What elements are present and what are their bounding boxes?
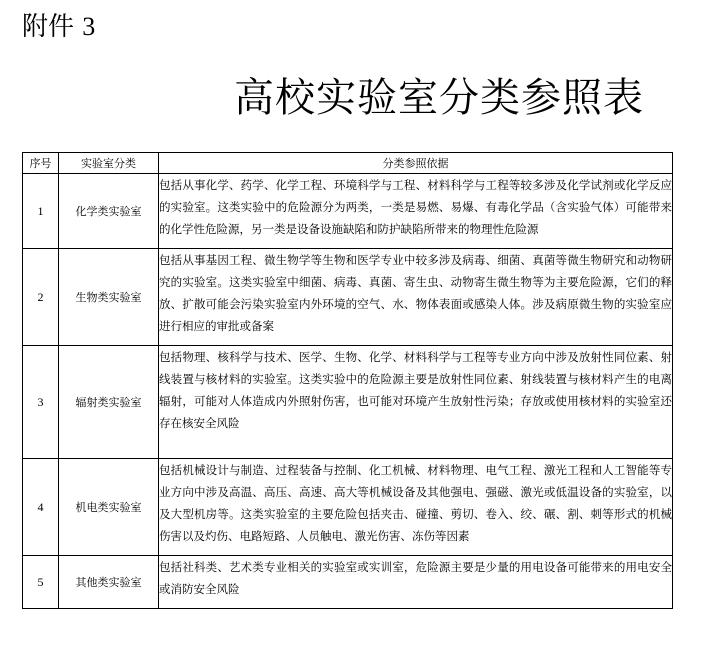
row-number: 5 — [23, 556, 59, 609]
row-basis: 包括物理、核科学与技术、医学、生物、化学、材料科学与工程等专业方向中涉及放射性同位素、射线装置与核材料的实验室。这类实验中的危险源主要是放射性同位素、射线装置与核材料产生的电离辐射，可能对人体造成内外照射伤害，也可能对环境产生放射性污染；存放或使用核材料的实验室还存在核安全风险 — [159, 346, 673, 459]
lab-classification-table — [22, 152, 673, 609]
row-number: 1 — [23, 174, 59, 249]
attachment-label — [22, 12, 95, 42]
row-category: 辐射类实验室 — [59, 346, 159, 459]
row-basis: 包括从事化学、药学、化学工程、环境科学与工程、材料科学与工程等较多涉及化学试剂或化学反应的实验室。这类实验中的危险源分为两类，一类是易燃、易爆、有毒化学品（含实验气体）可能带来的化学性危险源，另一类是设备设施缺陷和防护缺陷所带来的物理性危险源 — [159, 174, 673, 249]
row-number: 2 — [23, 249, 59, 346]
row-category: 生物类实验室 — [59, 249, 159, 346]
table-row — [23, 459, 673, 556]
header-classification-basis: 分类参照依据 — [159, 153, 673, 174]
row-category: 化学类实验室 — [59, 174, 159, 249]
attachment-prefix: 附件 — [22, 12, 75, 42]
row-category: 机电类实验室 — [59, 459, 159, 556]
row-basis: 包括社科类、艺术类专业相关的实验室或实训室，危险源主要是少量的用电设备可能带来的用电安全或消防安全风险 — [159, 556, 673, 609]
table-row — [23, 249, 673, 346]
header-lab-category: 实验室分类 — [59, 153, 159, 174]
row-number: 3 — [23, 346, 59, 459]
document-title: 高校实验室分类参照表 — [234, 75, 644, 121]
header-serial-number: 序号 — [23, 153, 59, 174]
table-row — [23, 556, 673, 609]
table-row — [23, 174, 673, 249]
row-number: 4 — [23, 459, 59, 556]
table-row — [23, 346, 673, 459]
row-category: 其他类实验室 — [59, 556, 159, 609]
attachment-number: 3 — [82, 12, 96, 41]
table-header-row — [23, 153, 673, 174]
row-basis: 包括从事基因工程、微生物学等生物和医学专业中较多涉及病毒、细菌、真菌等微生物研究和动物研究的实验室。这类实验室中细菌、病毒、真菌、寄生虫、动物寄生微生物等为主要危险源，它们的释放、扩散可能会污染实验室内外环境的空气、水、物体表面或感染人体。涉及病原微生物的实验室应进行相应的审批或备案 — [159, 249, 673, 346]
row-basis: 包括机械设计与制造、过程装备与控制、化工机械、材料物理、电气工程、激光工程和人工智能等专业方向中涉及高温、高压、高速、高大等机械设备及其他强电、强磁、激光或低温设备的实验室，以及大型机房等。这类实验室的主要危险包括夹击、碰撞、剪切、卷入、绞、碾、割、刺等形式的机械伤害以及灼伤、电路短路、人员触电、激光伤害、冻伤等因素 — [159, 459, 673, 556]
